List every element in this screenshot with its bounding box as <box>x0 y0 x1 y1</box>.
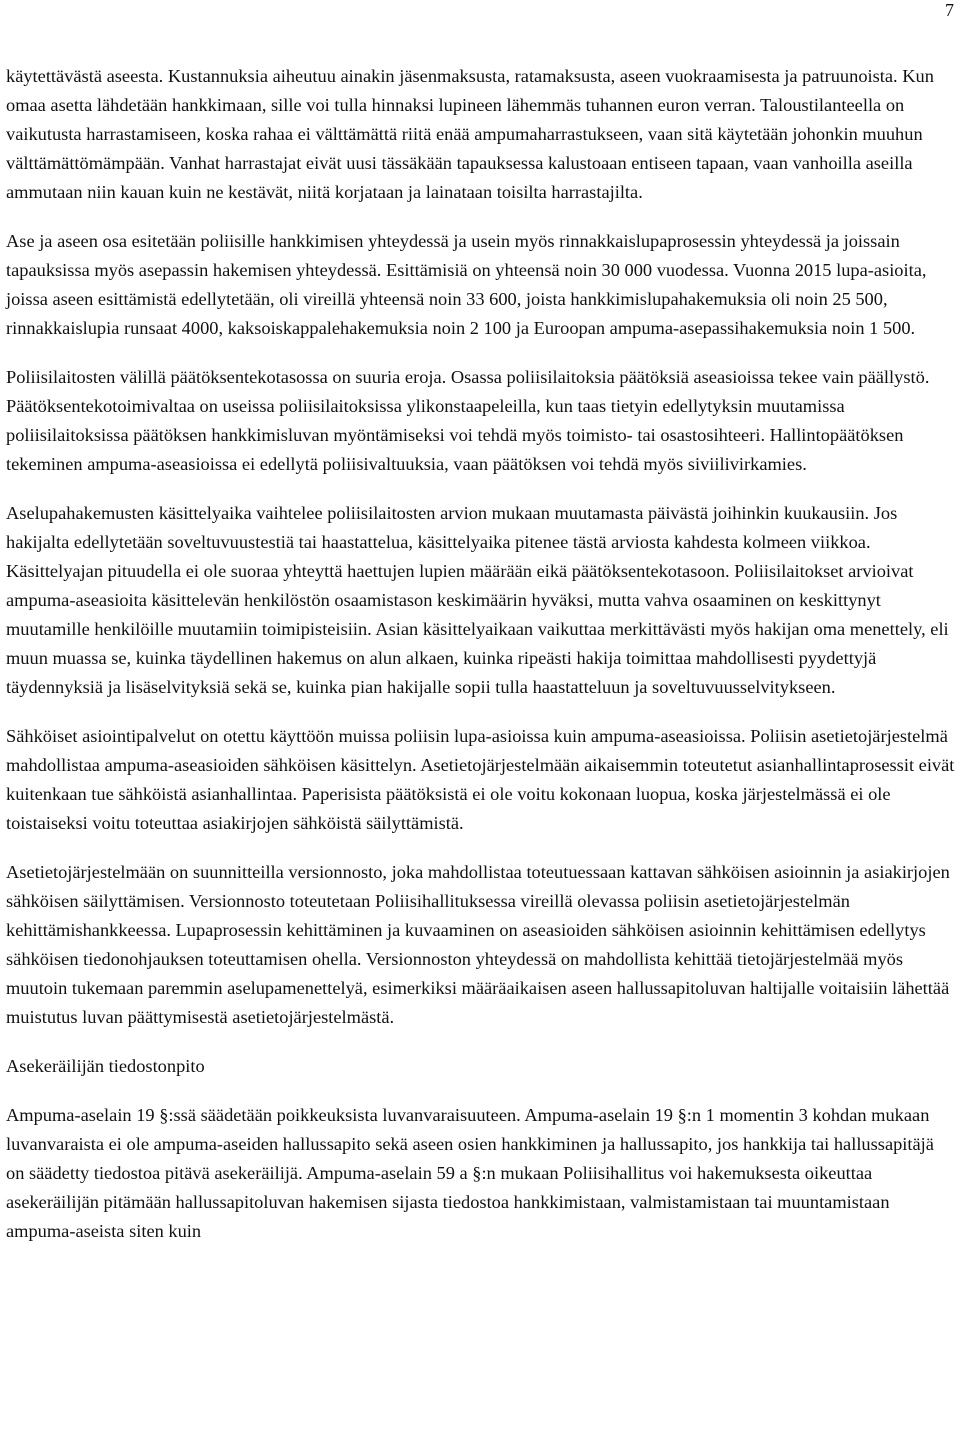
paragraph-electronic-services: Sähköiset asiointipalvelut on otettu käyttöön muissa poliisin lupa-asioissa kuin ampuma-aseasioissa. Poliisin asetietojärjestelmä mahdollistaa ampuma-aseasioiden sähköisen käsittelyn. Asetietojärjestelmään aikaisemmin toteutetut asianhallintaprosessit eivät kuitenkaan tue sähköistä asianhallintaa. Paperisista päätöksistä ei ole voitu kokonaan luopua, koska järjestelmässä ei ole toistaiseksi voitu toteuttaa asiakirjojen sähköistä säilyttämistä. <box>6 726 955 833</box>
paragraph-inspection: Ase ja aseen osa esitetään poliisille hankkimisen yhteydessä ja usein myös rinnakkaislupaprosessin yhteydessä ja joissain tapauksissa myös asepassin hakemisen yhteydessä. Esittämisiä on yhteensä noin 30 000 vuodessa. Vuonna 2015 lupa-asioita, joissa aseen esittämistä edellytetään, oli vireillä yhteensä noin 33 600, joista hankkimislupahakemuksia oli noin 25 500, rinnakkaislupia runsaat 4000, kaksoiskappalehakemuksia noin 2 100 ja Euroopan ampuma-asepassihakemuksia noin 1 500. <box>6 231 927 338</box>
paragraph-version-upgrade: Asetietojärjestelmään on suunnitteilla versionnosto, joka mahdollistaa toteutuessaan kattavan sähköisen asioinnin ja asiakirjojen sähköisen säilyttämisen. Versionnosto toteutetaan Poliisihallituksessa vireillä olevassa poliisin asetietojärjestelmän kehittämishankkeessa. Lupaprosessin kehittäminen ja kuvaaminen on aseasioiden sähköisen asioinnin kehittämisen edellytys sähköisen tiedonohjauksen toteuttamisen ohella. Versionnoston yhteydessä on mahdollista kehittää tietojärjestelmää myös muutoin tukemaan paremmin aselupamenettelyä, esimerkiksi määräaikaisen aseen hallussapitoluvan haltijalle voitaisiin lähettää muistutus luvan päättymisestä asetietojärjestelmästä. <box>6 862 950 1027</box>
section-heading: Asekeräilijän tiedostonpito <box>6 1056 205 1076</box>
document-body <box>6 62 956 1266</box>
paragraph-collector-register: Ampuma-aselain 19 §:ssä säädetään poikkeuksista luvanvaraisuuteen. Ampuma-aselain 19 §:n 1 momentin 3 kohdan mukaan luvanvaraista ei ole ampuma-aseiden hallussapito sekä aseen osien hankkiminen ja hallussapito, jos hankkija tai hallussapitäjä on säädetty tiedostoa pitävä asekeräilijä. Ampuma-aselain 59 a §:n mukaan Poliisihallitus voi hakemuksesta oikeuttaa asekeräilijän pitämään hallussapitoluvan hakemisen sijasta tiedostoa hankkimistaan, valmistamistaan tai muuntamistaan ampuma-aseista siten kuin <box>6 1105 934 1241</box>
paragraph-decision-level: Poliisilaitosten välillä päätöksentekotasossa on suuria eroja. Osassa poliisilaitoksia päätöksiä aseasioissa tekee vain päällystö. Päätöksentekotoimivaltaa on useissa poliisilaitoksissa ylikonstaapeleilla, kun taas tietyin edellytyksin muutamissa poliisilaitoksissa päätöksen hankkimisluvan myöntämiseksi voi tehdä myös toimisto- tai osastosihteeri. Hallintopäätöksen tekeminen ampuma-aseasioissa ei edellytä poliisivaltuuksia, vaan päätöksen voi tehdä myös siviilivirkamies. <box>6 367 930 474</box>
page-number: 7 <box>945 0 954 20</box>
paragraph-processing-time: Aselupahakemusten käsittelyaika vaihtelee poliisilaitosten arvion mukaan muutamasta päivästä joihinkin kuukausiin. Jos hakijalta edellytetään soveltuvuustestiä tai haastattelua, käsittelyaika pitenee tästä arviosta kahdesta kolmeen viikkoa. Käsittelyajan pituudella ei ole suoraa yhteyttä haettujen lupien määrään eikä päätöksentekotasoon. Poliisilaitokset arvioivat ampuma-aseasioita käsittelevän henkilöstön osaamistason keskimäärin hyväksi, mutta vahva osaaminen on keskittynyt muutamille henkilöille muutamiin toimipisteisiin. Asian käsittelyaikaan vaikuttaa merkittävästi myös hakijan oma menettely, eli muun muassa se, kuinka täydellinen hakemus on alun alkaen, kuinka ripeästi hakija toimittaa mahdollisesti pyydettyjä täydennyksiä ja lisäselvityksiä sekä se, kuinka pian hakijalle sopii tulla haastatteluun ja soveltuvuusselvitykseen. <box>6 503 949 697</box>
paragraph-costs: käytettävästä aseesta. Kustannuksia aiheutuu ainakin jäsenmaksusta, ratamaksusta, aseen vuokraamisesta ja patruunoista. Kun omaa asetta lähdetään hankkimaan, sille voi tulla hinnaksi lupineen lähemmäs tuhannen euron verran. Taloustilanteella on vaikutusta harrastamiseen, koska rahaa ei välttämättä riitä enää ampumaharrastukseen, vaan sitä käytetään johonkin muuhun välttämättömämpään. Vanhat harrastajat eivät uusi tässäkään tapauksessa kalustoaan entiseen tapaan, vaan vanhoilla aseilla ammutaan niin kauan kuin ne kestävät, niitä korjataan ja lainataan toisilta harrastajilta. <box>6 66 934 202</box>
